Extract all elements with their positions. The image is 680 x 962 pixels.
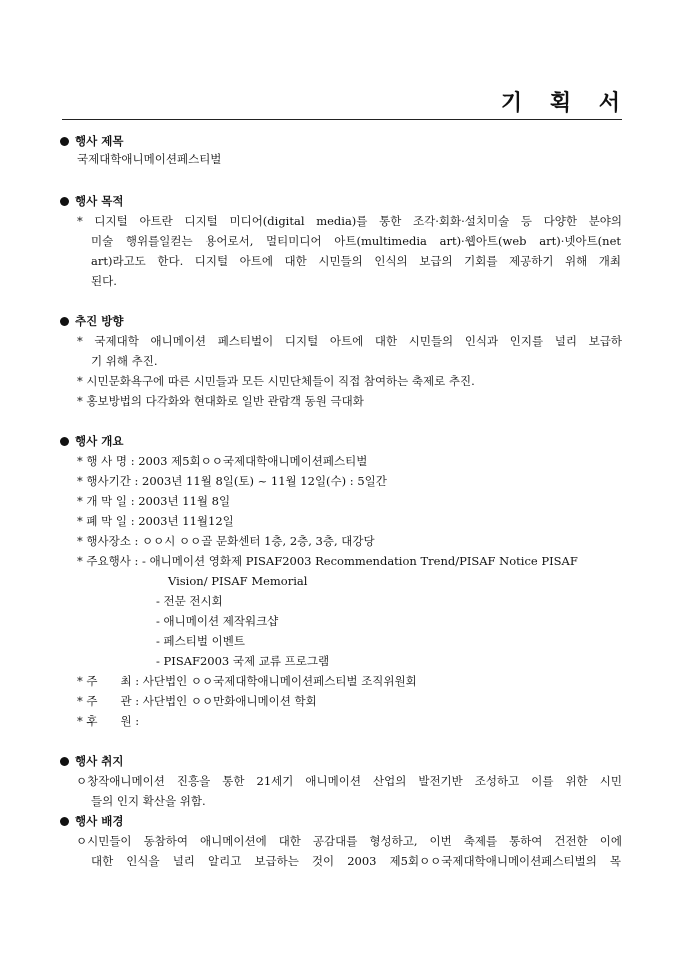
section-heading-background: 행사 배경 [60, 814, 123, 828]
intent-line: ㅇ창작애니메이션 진흥을 통한 21세기 애니메이션 산업의 발전기반 조성하고 이를 위한 시민 [76, 774, 622, 788]
filled-circle-bullet-icon [60, 137, 69, 146]
intent-line: 들의 인지 확산을 위함. [91, 794, 206, 808]
filled-circle-bullet-icon [60, 317, 69, 326]
purpose-line: 된다. [91, 274, 117, 288]
filled-circle-bullet-icon [60, 817, 69, 826]
document-title: 기 획 서 [500, 91, 630, 116]
background-line: 대한 인식을 널리 알리고 보급하는 것이 2003 제5회ㅇㅇ국제대학애니메이션페스티벌의 목 [91, 854, 621, 868]
filled-circle-bullet-icon [60, 197, 69, 206]
section-heading-purpose: 행사 목적 [60, 194, 123, 208]
overview-line-closing: * 폐 막 일 : 2003년 11월12일 [77, 514, 234, 528]
section-heading-overview: 행사 개요 [60, 434, 123, 448]
overview-line-sponsor: * 후 원 : [77, 714, 140, 728]
direction-line: * 시민문화욕구에 따른 시민들과 모든 시민단체들이 직접 참여하는 축제로 추진. [77, 374, 475, 388]
background-line: ㅇ시민들이 동참하여 애니메이션에 대한 공감대를 형성하고, 이번 축제를 통하여 건전한 이에 [76, 834, 622, 848]
overview-line-organizer: * 주 관 : 사단법인 ㅇㅇ만화애니메이션 학회 [77, 694, 317, 708]
overview-subitem: - 페스티벌 이벤트 [156, 634, 245, 648]
overview-line-main-events-cont: Vision/ PISAF Memorial [168, 574, 308, 588]
overview-line-opening: * 개 막 일 : 2003년 11월 8일 [77, 494, 231, 508]
purpose-line: * 디지털 아트란 디지털 미디어(digital media)를 통한 조각·회화·설치미술 등 다양한 분야의 [77, 214, 622, 228]
overview-subitem: - 애니메이션 제작워크샵 [156, 614, 279, 628]
overview-line-event-name: * 행 사 명 : 2003 제5회ㅇㅇ국제대학애니메이션페스티벌 [77, 454, 368, 468]
direction-line: 기 위해 추진. [91, 354, 158, 368]
overview-line-period: * 행사기간 : 2003년 11월 8일(토) ~ 11월 12일(수) : 5일간 [77, 474, 387, 488]
purpose-line: art)라고도 한다. 디지털 아트에 대한 시민들의 인식의 보급의 기회를 제공하기 위해 개최 [91, 254, 621, 268]
filled-circle-bullet-icon [60, 437, 69, 446]
filled-circle-bullet-icon [60, 757, 69, 766]
section-heading-event-title: 행사 제목 [60, 134, 123, 148]
direction-line: * 국제대학 애니메이션 페스티벌이 디지털 아트에 대한 시민들의 인식과 인지를 널리 보급하 [77, 334, 622, 348]
overview-line-venue: * 행사장소 : ㅇㅇ시 ㅇㅇ골 문화센터 1층, 2층, 3층, 대강당 [77, 534, 375, 548]
overview-line-host: * 주 최 : 사단법인 ㅇㅇ국제대학애니메이션페스티벌 조직위원회 [77, 674, 417, 688]
direction-line: * 홍보방법의 다각화와 현대화로 일반 관람객 동원 극대화 [77, 394, 364, 408]
overview-subitem: - PISAF2003 국제 교류 프로그램 [156, 654, 330, 668]
section-heading-direction: 추진 방향 [60, 314, 123, 328]
overview-line-main-events: * 주요행사 : - 애니메이션 영화제 PISAF2003 Recommendation Trend/PISAF Notice PISAF [77, 554, 578, 568]
section-heading-intent: 행사 취지 [60, 754, 123, 768]
purpose-line: 미술 행위를일컫는 용어로서, 멀티미디어 아트(multimedia art)·웹아트(web art)·넷아트(net [91, 234, 621, 248]
title-divider [62, 119, 622, 120]
event-title-text: 국제대학애니메이션페스티벌 [77, 152, 222, 166]
overview-subitem: - 전문 전시회 [156, 594, 223, 608]
